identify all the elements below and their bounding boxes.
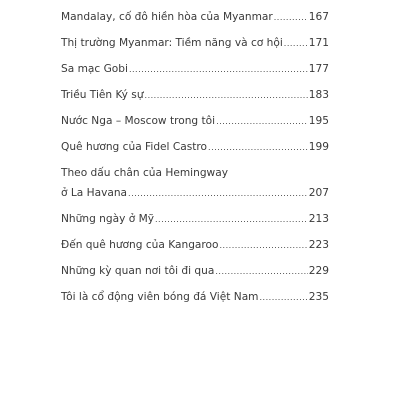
toc-entry-page: 199 [308,141,329,153]
dot-leader [274,11,308,25]
toc-entry [61,140,329,155]
toc-entry [61,166,329,201]
toc-entry [61,36,329,51]
toc-entry-page: 177 [308,63,329,75]
toc-entry-title: Tôi là cổ động viên bóng đá Việt Nam [61,291,259,303]
dot-leader [208,141,308,155]
table-of-contents [61,10,329,316]
toc-entry-title: Theo dấu chân của Hemingway [61,167,228,179]
toc-entry [61,290,329,305]
dot-leader [216,115,308,129]
toc-entry [61,212,329,227]
toc-entry-title: Đến quê hương của Kangaroo [61,239,219,251]
dot-leader [128,187,308,201]
toc-entry-page: 183 [308,89,329,101]
dot-leader [155,213,308,227]
dot-leader [260,291,308,305]
toc-entry-title: Thị trường Myanmar: Tiềm năng và cơ hội [61,37,283,49]
toc-entry [61,88,329,103]
toc-entry-page: 229 [308,265,329,277]
toc-entry-title: Sa mạc Gobi [61,63,128,75]
toc-entry-page: 167 [308,11,329,23]
toc-entry [61,238,329,253]
toc-entry-title: Những ngày ở Mỹ [61,213,154,225]
toc-entry [61,10,329,25]
toc-entry [61,264,329,279]
dot-leader [129,63,308,77]
dot-leader [145,89,308,103]
toc-entry-title: Mandalay, cố đô hiền hòa của Myanmar [61,11,273,23]
toc-entry-page: 235 [308,291,329,303]
toc-entry [61,62,329,77]
toc-entry-page: 207 [308,187,329,199]
toc-entry-page: 213 [308,213,329,225]
toc-entry-title-continued: ở La Havana [61,187,128,199]
toc-entry-page: 171 [308,37,329,49]
toc-entry-page: 195 [308,115,329,127]
toc-entry [61,114,329,129]
toc-entry-title: Triều Tiên Ký sự [61,89,144,101]
toc-entry-title: Nước Nga – Moscow trong tôi [61,115,216,127]
toc-entry-title: Những kỳ quan nơi tôi đi qua [61,265,215,277]
toc-entry-page: 223 [308,239,329,251]
dot-leader [220,239,308,253]
dot-leader [284,37,308,51]
toc-entry-title: Quê hương của Fidel Castro [61,141,208,153]
toc-entry-line2 [61,186,329,201]
dot-leader [215,265,307,279]
